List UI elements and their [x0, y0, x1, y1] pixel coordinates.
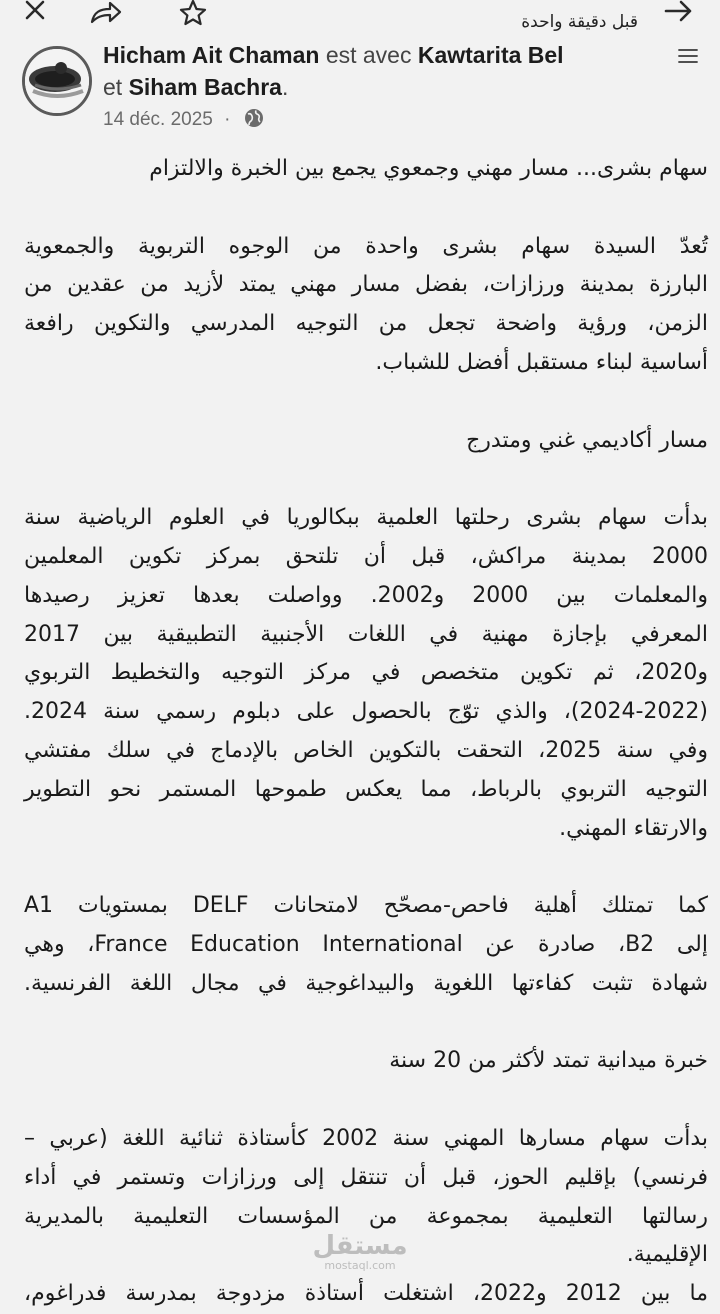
meta-separator: · — [224, 109, 231, 130]
post-text-line: بدأت سهام بشرى رحلتها العلمية ببكالوريا في العلوم الرياضية سنة — [24, 505, 708, 531]
post-meta — [103, 108, 264, 131]
post-text-line: مسار أكاديمي غني ومتدرج — [466, 427, 708, 453]
post-text-line: البارزة بمدينة ورزازات، بفضل مسار مهني يمتد لأزيد من عقدين من — [24, 272, 708, 298]
post-text-line: وفي سنة 2025، التحقت بالتكوين الخاص بالإدماج في سلك مفتشي — [24, 737, 708, 763]
post-author-line-2 — [103, 72, 663, 102]
post-text-line: 2000 بمدينة مراكش، قبل أن تلتحق بمركز تكوين المعلمين — [24, 543, 708, 569]
post-blank-line — [24, 1081, 708, 1120]
share-icon[interactable] — [86, 0, 126, 26]
tagged-user-2[interactable]: Siham Bachra — [128, 74, 282, 100]
tagged-user-1[interactable]: Kawtarita Bel — [417, 42, 564, 68]
status-bar — [0, 0, 720, 44]
post-text-line: المعرفي بإجازة مهنية في اللغات الأجنبية التطبيقية بين 2017 — [24, 621, 708, 647]
with-connector: est avec — [325, 42, 412, 68]
post-body — [24, 150, 708, 1314]
post-text-line: رسالتها التعليمية بمجموعة من المؤسسات التعليمية بالمديرية — [24, 1203, 708, 1229]
watermark — [312, 1232, 408, 1272]
post-text-line: إلى B2، صادرة عن France Education International، وهي — [24, 931, 708, 957]
post-text-line: و2020، ثم تكوين متخصص في مركز التوجيه والتخطيط التربوي — [24, 660, 708, 686]
post-text-line: خبرة ميدانية تمتد لأكثر من 20 سنة — [389, 1048, 708, 1074]
post-text-line: شهادة تثبت كفاءتها اللغوية والبيداغوجية في مجال اللغة الفرنسية. — [24, 970, 708, 996]
close-icon[interactable] — [24, 0, 46, 24]
post-text-line: سهام بشرى... مسار مهني وجمعوي يجمع بين الخبرة والالتزام — [149, 156, 708, 181]
post-blank-line — [24, 1004, 708, 1043]
post-text-line: ما بين 2012 و2022، اشتغلت أستاذة مزدوجة بمدرسة فدراغوم، — [24, 1281, 708, 1307]
post-text-line: والارتقاء المهني. — [559, 815, 708, 841]
post-text-line: التوجيه التربوي بالرباط، مما يعكس طموحها المستمر نحو التطوير — [24, 776, 708, 802]
post-author-line — [103, 40, 663, 70]
globe-icon — [244, 108, 264, 128]
author-name[interactable]: Hicham Ait Chaman — [103, 42, 320, 68]
post-blank-line — [24, 460, 708, 499]
post-date[interactable]: 14 déc. 2025 — [103, 109, 213, 130]
arrow-icon[interactable] — [664, 0, 694, 22]
header-period: . — [281, 74, 289, 100]
post-text-line: (2024-2022)، والذي توّج بالحصول على دبلوم رسمي سنة 2024. — [24, 699, 708, 725]
star-icon[interactable] — [178, 0, 208, 26]
and-connector: et — [103, 74, 123, 100]
post-text-line: فرنسي) بإقليم الحوز، قبل أن تنتقل إلى ورزازات وتستمر في أداء — [24, 1164, 708, 1190]
watermark-domain: mostaql.com — [324, 1259, 396, 1272]
author-avatar[interactable] — [22, 46, 92, 116]
post-text-line: تُعدّ السيدة سهام بشرى واحدة من الوجوه التربوية والجمعوية — [24, 233, 708, 259]
post-text-line: الإقليمية. — [626, 1242, 708, 1268]
post-text-line: أساسية لبناء مستقبل أفضل للشباب. — [375, 349, 708, 375]
post-text-line: كما تمتلك أهلية فاحص-مصحّح لامتحانات DELF بمستويات A1 — [24, 893, 709, 919]
post-blank-line — [24, 848, 708, 887]
post-text-line: بدأت سهام مسارها المهني سنة 2002 كأستاذة ثنائية اللغة (عربي – — [24, 1125, 709, 1151]
notification-time: قبل دقيقة واحدة — [521, 12, 638, 32]
menu-icon[interactable] — [676, 44, 700, 68]
watermark-brand: مستقل — [312, 1231, 408, 1261]
post-text-line: والمعلمات بين 2000 و2002. وواصلت بعدها تعزيز رصيدها — [24, 582, 708, 608]
post-text-line: الزمن، ورؤية واضحة تجعل من التوجيه المدرسي والتكوين رافعة — [24, 311, 708, 337]
post-blank-line — [24, 189, 708, 228]
post-blank-line — [24, 383, 708, 422]
